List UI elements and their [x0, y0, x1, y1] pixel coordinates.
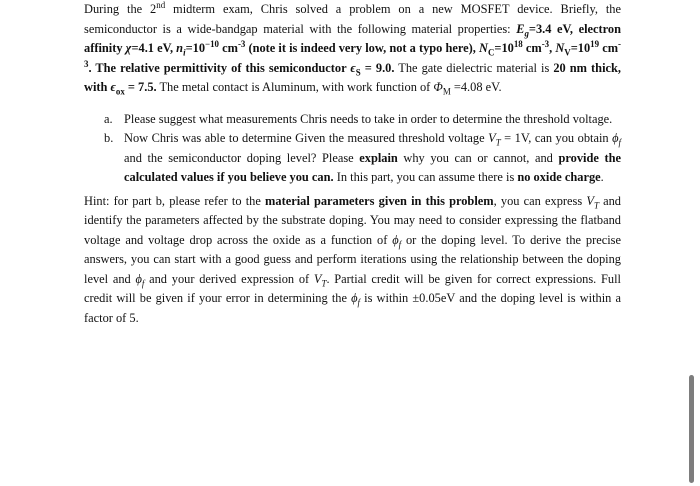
- hint-paragraph: Hint: for part b, please refer to the material parameters given in this problem, you can express $V_T$ and identify the parameters affected by the substrate doping. You may need to consider expressing the flatband voltage and voltage drop across the oxide as a function of $\phi_f$ or the doping level. To derive the precise answers, you can start with a good guess and perform iterations using the relationship between the doping level and $\phi_f$ and your derived expression of $V_T$. Partial credit will be given for correct expressions. Full credit will be given if your error in determining the $\phi_f$ is within ±0.05eV and the doping level is within a factor of 5.: [84, 193, 622, 325]
- part-a: a. Please suggest what measurements Chris needs to take in order to determine the threshold voltage.: [84, 110, 621, 130]
- intro-paragraph: During the 2nd midterm exam, Chris solved a problem on a new MOSFET device. Briefly, the semiconductor is a wide-bandgap material with the following material properties: $E_g=3.4$ eV, electron affinity χ=4.1 eV, $n_i=10^{-10}$ $cm^{-3}$ (note it is indeed very low, not a typo here), $N_C=10^{18}$ $cm^{-3}$, $N_V=10^{19}$ $cm^{-3}$. The relative permittivity of this semiconductor $\epsilon_S = 9.0$. The gate dielectric material is 20 nm thick, with $\epsilon_{ox} = 7.5$. The metal contact is Aluminum, with work function of $\Phi_M =4.08$ eV.: [84, 0, 622, 97]
- question-parts: [84, 110, 621, 188]
- part-b-marker: b.: [104, 131, 114, 145]
- problem-document: [84, 0, 621, 328]
- vertical-scrollbar-thumb[interactable]: [689, 375, 694, 483]
- part-a-marker: a.: [104, 111, 113, 126]
- part-b: b. Now Chris was able to determine Given the measured threshold voltage $V_T = 1V$, can you obtain $\phi_f$ and the semiconductor doping level? Please explain why you can or cannot, and provide the calculated values if you believe you can. In this part, you can assume there is no oxide charge.: [104, 131, 622, 184]
